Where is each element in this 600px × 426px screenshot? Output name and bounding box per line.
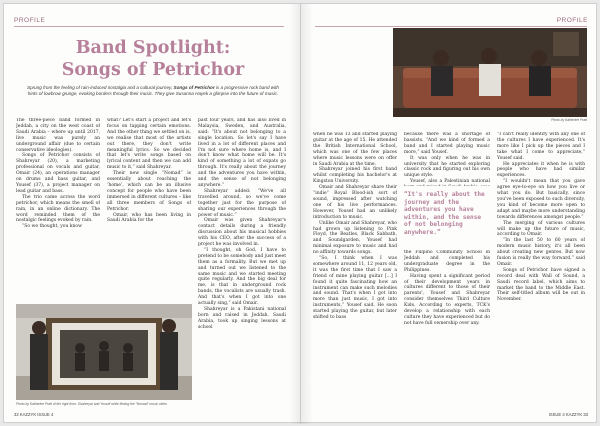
paragraph: The three-piece band formed in Jeddah, a city on the west coast of Saudi Arabia – where up until 2017, live music was purely an underground affair (due to certain conservative ideologies). bbox=[16, 118, 100, 153]
paragraph: “So, I think when I was somewhere around 11, 12 years old, it was the first time that I saw a friend of mine playing guitar [...] I found it quite fascinating how an instrument can make such melodies and sound. That's when I got into more than just music, I got into instruments,” Yousef said. He soon started playing the guitar, but later shifted to bass bbox=[313, 256, 397, 321]
body-column-5-bottom bbox=[404, 250, 490, 408]
paragraph: Omair and Shahreyar share their “indie” Royal Blood-ish sort of sound, impressed after watching one of his live performances. However, Yousef had an unlikely introduction to music. bbox=[313, 185, 397, 220]
paragraph: past four years, and has also lived in Malaysia, Sweden, and Australia, said: “It's about not belonging to a single location. So let's say I have lived in a lot of different places and I'm not sure where home is, and I don't know what home will be. It's kind of something a lot of expats go through. It's really about the journey and the adventures you have within, and the sense of not belonging anywhere.” bbox=[198, 118, 286, 188]
right-page bbox=[301, 4, 598, 424]
section-tag-right: PROFILE bbox=[556, 17, 588, 24]
body-column-5-top bbox=[404, 132, 490, 186]
band-photo-frame bbox=[16, 304, 192, 400]
body-column-4 bbox=[313, 132, 397, 408]
magazine-spread bbox=[3, 3, 597, 423]
section-rule-left bbox=[14, 26, 284, 27]
paragraph: The merging of various cultures will make up the future of music, according to Omair. bbox=[497, 220, 585, 238]
paragraph: the Filipino Community School in Jeddah and completed his undergraduate degree in the Philippines. bbox=[404, 250, 490, 273]
paragraph: Shahreyar is a Pakistani national born and raised in Jeddah. Saudi Arabia, took up singing lessons at school bbox=[198, 307, 286, 330]
paragraph: Yousef, also a Palestinian national bbox=[410, 179, 490, 185]
paragraph: Omair, who has been living in Saudi Arabia for the bbox=[107, 212, 191, 224]
paragraph: “In the last 50 to 60 years of modern music history, it's all been about creating new genres. But now fusion is really the way forward,” said Omair. bbox=[497, 238, 585, 267]
paragraph: “I can't really identify with any one of the cultures I have experienced. It's more like I pick up the pieces and I take what I come to appreciate,” Yousef said. bbox=[497, 132, 585, 161]
paragraph: Unlike Omair and Shahreyar, who had grown up listening to Pink Floyd, the Beatles, Black Sabbath, and Soundgarden, Yousef had minimal exposure to music and had no affinity towards songs. bbox=[313, 220, 397, 256]
paragraph: Songs of Petrichor consists of Shahreyar (20), a marketing professional on vocals and guitar, Omair (24), an operations manager on drums and bass guitar, and Yousef (37), a project manager on lead guitar and bass. bbox=[16, 153, 100, 194]
pull-quote: “It's really about the journey and the adventures you have within, and the sense of not belonging anywhere.” bbox=[404, 191, 485, 236]
article-title-line2: Songs of Petrichor bbox=[61, 60, 245, 80]
paragraph: Having spent a significant period of their development years in cultures different to those of their parents', Yousef and Shahreyar consider themselves Third Culture Kids. According to experts, TCK's develop a relationship with each culture they have experienced but do not have full ownership over any. bbox=[404, 273, 490, 326]
paragraph: because there was a shortage of bassists. “And we kind of formed a band and I started playing music more,” said Yousef. bbox=[404, 132, 490, 155]
photo-caption-right: Photo by Katherine Pratt bbox=[551, 118, 587, 122]
section-tag-left: PROFILE bbox=[14, 17, 46, 24]
paragraph: Shahreyar joined his first band whilst completing his bachelor's at Kingston University. bbox=[313, 167, 397, 185]
standfirst-pre: Sprung from the feeling of rain-induced nostalgia and a cultural journey, bbox=[27, 85, 174, 90]
left-page bbox=[4, 4, 301, 424]
folio-right: ISSUE 4 KAZZYK 33 bbox=[548, 412, 588, 417]
standfirst bbox=[26, 85, 280, 98]
photo-caption-left: Photo by Katherine Pratt of the right from: Shahreyar and Yousef while filming the "Nomad" music video bbox=[16, 402, 167, 406]
paragraph: “I wouldn't mean that you gave agree eye-to-eye on how you live or what you do. But basically, since you've been exposed to such diversity, you kind of become more open to adapt and maybe more understanding towards differences amongst people.” bbox=[497, 179, 585, 220]
body-column-6 bbox=[497, 132, 585, 408]
paragraph: It was only when he was in university that he started exploring classic rock and figuring out his own unique style. bbox=[404, 155, 490, 179]
section-rule-right bbox=[315, 26, 587, 27]
paragraph: The trio came across the word petrichor, which means the smell of rain, in an online dictionary. The word reminded them of the nostalgic feelings evoked by rain. bbox=[16, 194, 100, 224]
paragraph: what? Let's start a project and let's focus on tapping certain emotions. And the other thing we settled on is, we realise that most of the artists out there, they don't write meaningful lyrics. So we decided that let's write songs based on lyrical content and then we can add music to it,” said Shahreyar. bbox=[107, 118, 191, 171]
paragraph: Shahreyar added: “We've all travelled around, so we've come together just for the purpose of sharing our experiences through the power of music.” bbox=[198, 188, 286, 218]
paragraph: when he was 13 and started playing guitar at the age of 15. He attended the British International School, which was one of the few places where music lessons were on offer in Saudi Arabia at the time. bbox=[313, 132, 397, 167]
article-title-line1: Band Spotlight: bbox=[75, 38, 231, 58]
standfirst-post: is a progressive rock band with hints of lowbrow grunge, evoking borders through their music. They give Susanna Hayek a glimpse into the future of music. bbox=[27, 85, 279, 97]
paragraph: “I thought, oh God, I have to pretend to be somebody and just meet them as a formality. But we met up and turned out we listened to the same music and we started meeting quite regularly. And the big deal for me, is that in underground rock bands, the vocalists are usually trash. And that's when I got into one actually sing,” said Omair. bbox=[198, 247, 286, 307]
paragraph: “So we thought, you know bbox=[22, 224, 82, 230]
paragraph: He appreciates it when he is with people who have had similar experiences. bbox=[497, 161, 585, 179]
paragraph: Omair was given Shahreyar's contact details during a friendly discussion about his musical hobbies with his CEO, after the success of a project he was involved in. bbox=[198, 218, 286, 248]
folio-left: 32 KAZZYK ISSUE 4 bbox=[14, 412, 54, 417]
band-photo-couch bbox=[393, 28, 587, 117]
paragraph: Their new single “Nomad” is essentially about reaching the ‘home’, which can be an illusive concept for people who have been immersed in different cultures – like all three members of Songs of Petrichor. bbox=[107, 171, 191, 212]
body-column-1 bbox=[16, 118, 100, 290]
paragraph: Songs of Petrichor have signed a record deal with Wall of Sound, a Saudi record label, which aims to market the band to the Middle East. Their self-titled album will be out in November. bbox=[497, 267, 585, 303]
body-column-2 bbox=[107, 118, 191, 246]
standfirst-band-name: Songs of Petrichor bbox=[173, 85, 215, 90]
body-column-3 bbox=[198, 118, 286, 406]
